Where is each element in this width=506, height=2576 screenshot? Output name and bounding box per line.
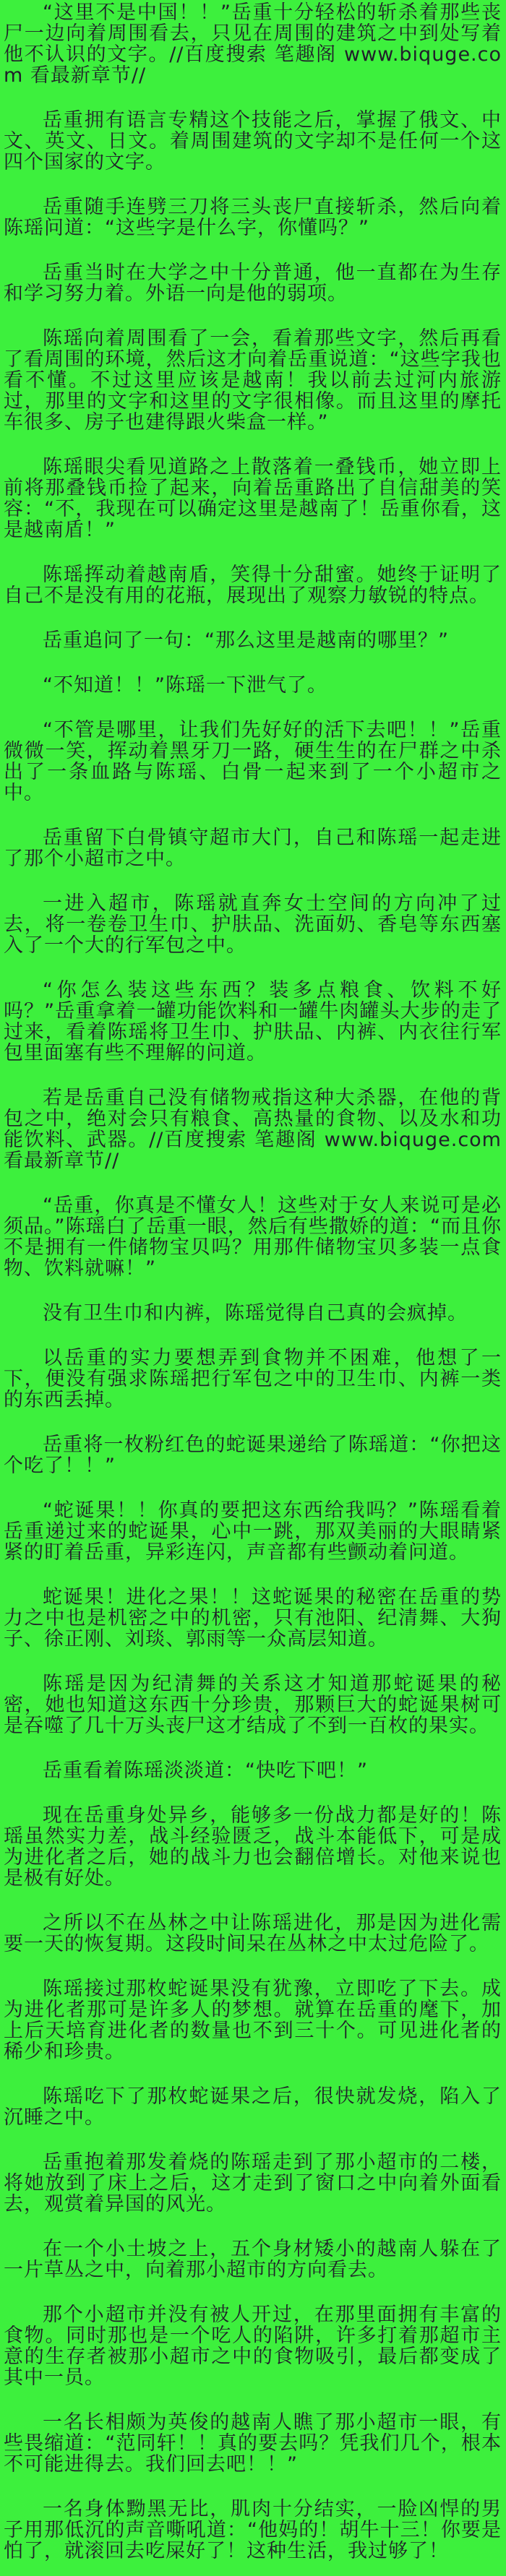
novel-paragraph: 一名长相颇为英俊的越南人瞧了那小超市一眼，有些畏缩道：“范同轩！！真的要去吗？凭我们几个，根本不可能进得去。我们回去吧！！” <box>4 2411 502 2476</box>
novel-paragraph: “这里不是中国！！”岳重十分轻松的斩杀着那些丧尸一边向着周围看去，只见在周围的建筑之中到处写着他不认识的文字。//百度搜索 笔趣阁 www.biquge.com 看最新章节// <box>4 1 502 87</box>
novel-paragraph: 没有卫生巾和内裤，陈瑶觉得自己真的会疯掉。 <box>43 1302 468 1324</box>
novel-paragraph: 一名身体黝黑无比，肌肉十分结实，一脸凶悍的男子用那低沉的声音嘶吼道：“他妈的！胡牛十三！你要是怕了，就滚回去吃屎好了！这种生活，我过够了！ <box>4 2498 502 2562</box>
novel-paragraph: 陈瑶向着周围看了一会，看着那些文字，然后再看了看周围的环境，然后这才向着岳重说道：“这些字我也看不懂。不过这里应该是越南！我以前去过河内旅游过，那里的文字和这里的文字很相像。而且这里的摩托车很多、房子也建得跟火柴盒一样。” <box>4 327 502 434</box>
novel-paragraph: 岳重当时在大学之中十分普通，他一直都在为生存和学习努力着。外语一向是他的弱项。 <box>4 262 502 305</box>
novel-paragraph: 陈瑶吃下了那枚蛇诞果之后，很快就发烧，陷入了沉睡之中。 <box>4 2085 502 2129</box>
novel-paragraph: 岳重随手连劈三刀将三头丧尸直接斩杀，然后向着陈瑶问道：“这些字是什么字，你懂吗？” <box>4 196 502 239</box>
novel-paragraph: 一进入超市，陈瑶就直奔女士空间的方向冲了过去，将一卷卷卫生巾、护肤品、洗面奶、香皂等东西塞入了一个大的行军包之中。 <box>4 892 502 957</box>
novel-paragraph: 那个小超市并没有被人开过，在那里面拥有丰富的食物。同时那也是一个吃人的陷阱，许多打着那超市主意的生存者被那小超市之中的食物吸引，最后都变成了其中一员。 <box>4 2304 502 2389</box>
novel-paragraph: “岳重，你真是不懂女人！这些对于女人来说可是必须品。”陈瑶白了岳重一眼，然后有些撒娇的道：“而且你不是拥有一件储物宝贝吗？用那件储物宝贝多装一点食物、饮料就嘛！” <box>4 1194 502 1280</box>
novel-paragraph: “不管是哪里，让我们先好好的活下去吧！！”岳重微微一笑，挥动着黑牙刀一路，硬生生的在尸群之中杀出了一条血路与陈瑶、白骨一起来到了一个小超市之中。 <box>4 719 502 804</box>
novel-paragraph: “不知道！！”陈瑶一下泄气了。 <box>43 674 327 697</box>
novel-paragraph: 之所以不在丛林之中让陈瑶进化，那是因为进化需要一天的恢复期。这段时间呆在丛林之中太过危险了。 <box>4 1912 502 1955</box>
novel-paragraph: 岳重看着陈瑶淡淡道：“快吃下吧！” <box>43 1759 368 1782</box>
novel-paragraph: 岳重抱着那发着烧的陈瑶走到了那小超市的二楼，将她放到了床上之后，这才走到了窗口之中向着外面看去，观赏着异国的风光。 <box>4 2151 502 2215</box>
novel-paragraph: 陈瑶挥动着越南盾，笑得十分甜蜜。她终于证明了自己不是没有用的花瓶，展现出了观察力敏锐的特点。 <box>4 564 502 607</box>
novel-paragraph: 陈瑶接过那枚蛇诞果没有犹豫，立即吃了下去。成为进化者那可是许多人的梦想。就算在岳重的麾下，加上后天培育进化者的数量也不到三十个。可见进化者的稀少和珍贵。 <box>4 1978 502 2063</box>
novel-paragraph: 现在岳重身处异乡，能够多一份战力都是好的！陈瑶虽然实力差，战斗经验匮乏，战斗本能低下，可是成为进化者之后，她的战斗力也会翻倍增长。对他来说也是极有好处。 <box>4 1804 502 1890</box>
novel-paragraph: 陈瑶是因为纪清舞的关系这才知道那蛇诞果的秘密，她也知道这东西十分珍贵，那颗巨大的蛇诞果树可是吞噬了几十万头丧尸这才结成了不到一百枚的果实。 <box>4 1673 502 1737</box>
novel-paragraph: 岳重拥有语言专精这个技能之后，掌握了俄文、中文、英文、日文。着周围建筑的文字却不是任何一个这四个国家的文字。 <box>4 109 502 173</box>
novel-paragraph: 以岳重的实力要想弄到食物并不困难，他想了一下，便没有强求陈瑶把行军包之中的卫生巾、内裤一类的东西丢掉。 <box>4 1347 502 1411</box>
novel-paragraph: 若是岳重自己没有储物戒指这种大杀器，在他的背包之中，绝对会只有粮食、高热量的食物、以及水和功能饮料、武器。//百度搜索 笔趣阁 www.biquge.com 看最新章节// <box>4 1087 502 1172</box>
novel-paragraph: 陈瑶眼尖看见道路之上散落着一叠钱币，她立即上前将那叠钱币捡了起来，向着岳重路出了自信甜美的笑容：“不，我现在可以确定这里是越南了！岳重你看，这是越南盾！” <box>4 456 502 541</box>
novel-paragraph: 岳重追问了一句：“那么这里是越南的哪里？” <box>43 629 449 652</box>
novel-paragraph: “蛇诞果！！你真的要把这东西给我吗？”陈瑶看着岳重递过来的蛇诞果，心中一跳，那双美丽的大眼睛紧紧的盯着岳重，异彩连闪，声音都有些颤动着问道。 <box>4 1499 502 1564</box>
novel-paragraph: 岳重将一枚粉红色的蛇诞果递给了陈瑶道：“你把这个吃了！！” <box>4 1434 502 1477</box>
novel-paragraph: “你怎么装这些东西？装多点粮食、饮料不好吗？”岳重拿着一罐功能饮料和一罐牛肉罐头大步的走了过来，看着陈瑶将卫生巾、护肤品、内裤、内衣往行军包里面塞有些不理解的问道。 <box>4 979 502 1064</box>
novel-paragraph: 在一个小土坡之上，五个身材矮小的越南人躲在了一片草丛之中，向着那小超市的方向看去。 <box>4 2238 502 2281</box>
novel-paragraph: 蛇诞果！进化之果！！这蛇诞果的秘密在岳重的势力之中也是机密之中的机密，只有池阳、纪清舞、大狗子、徐正刚、刘琰、郭雨等一众高层知道。 <box>4 1586 502 1650</box>
novel-paragraph: 岳重留下白骨镇守超市大门，自己和陈瑶一起走进了那个小超市之中。 <box>4 827 502 870</box>
